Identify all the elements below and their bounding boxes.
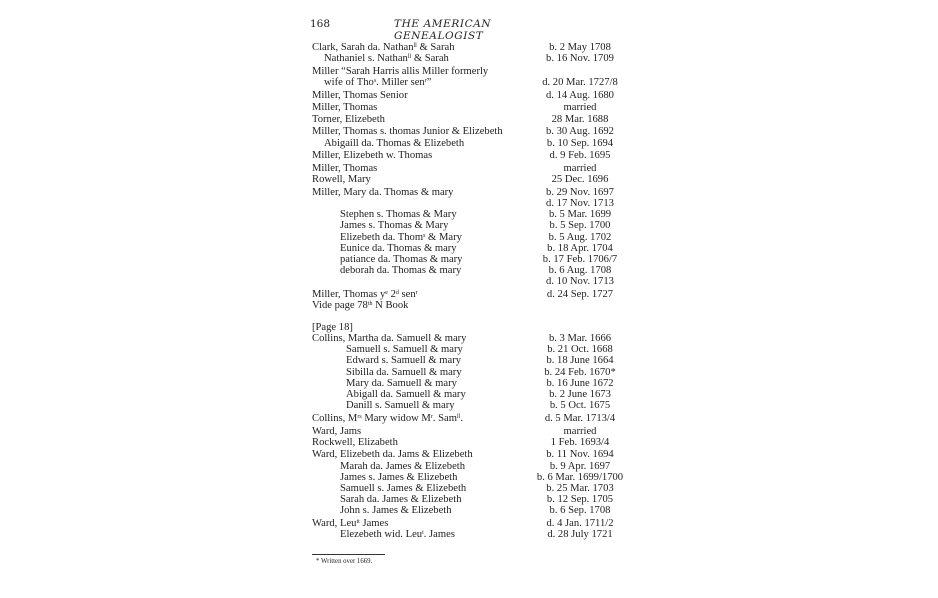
record-row bbox=[312, 461, 632, 472]
record-row bbox=[312, 220, 632, 231]
record-date: b. 6 Aug. 1708 bbox=[548, 265, 612, 277]
record-entry bbox=[312, 413, 632, 424]
record-date: b. 6 Mar. 1699/1700 bbox=[536, 471, 624, 483]
record-row bbox=[312, 102, 632, 113]
record-row bbox=[312, 187, 632, 198]
record-date: married bbox=[563, 162, 597, 174]
record-entry bbox=[312, 449, 632, 516]
record-name: Elizebeth da. Thom$^s$ & Mary bbox=[340, 231, 462, 243]
record-row bbox=[312, 243, 632, 254]
record-name: Rockwell, Elizabeth bbox=[312, 436, 398, 448]
record-date: b. 18 Apr. 1704 bbox=[547, 242, 613, 254]
record-date: b. 16 June 1672 bbox=[546, 377, 614, 389]
record-row bbox=[312, 77, 632, 88]
record-name: Miller, Thomas s. thomas Junior & Elizebeth bbox=[312, 126, 503, 138]
record-entry bbox=[312, 150, 632, 161]
record-name: Miller, Thomas $y^e$ 2$^d$ sen$^r$ bbox=[312, 288, 418, 300]
record-row bbox=[312, 505, 632, 516]
record-row bbox=[312, 126, 632, 137]
record-name: patiance da. Thomas & mary bbox=[340, 253, 463, 265]
record-row bbox=[312, 209, 632, 220]
record-row bbox=[312, 389, 632, 400]
record-row bbox=[312, 367, 632, 378]
footnote: * Written over 1669. bbox=[316, 558, 373, 565]
record-name: Ward, Elizebeth da. Jams & Elizebeth bbox=[312, 449, 473, 461]
record-entry bbox=[312, 90, 632, 101]
record-name: James s. Thomas & Mary bbox=[340, 220, 449, 232]
record-name: Elezebeth wid. Leu$^t$. James bbox=[340, 529, 455, 541]
section-gap bbox=[312, 313, 632, 322]
record-entry bbox=[312, 66, 632, 88]
record-row bbox=[312, 232, 632, 243]
record-entry bbox=[312, 426, 632, 448]
record-row bbox=[312, 138, 632, 149]
record-date: d. 28 July 1721 bbox=[547, 529, 613, 541]
record-row bbox=[312, 333, 632, 344]
record-name: Miller, Thomas bbox=[312, 102, 378, 114]
record-row bbox=[312, 90, 632, 101]
record-name: Torner, Elizebeth bbox=[312, 113, 385, 125]
record-row bbox=[312, 449, 632, 460]
record-name: Miller, Thomas bbox=[312, 162, 378, 174]
record-name: Rowell, Mary bbox=[312, 174, 371, 186]
record-row bbox=[312, 518, 632, 529]
record-entry bbox=[312, 187, 632, 288]
record-entry bbox=[312, 322, 632, 412]
record-date: b. 9 Apr. 1697 bbox=[549, 460, 611, 472]
record-name: Danill s. Samuell & mary bbox=[346, 400, 455, 412]
record-name: deborah da. Thomas & mary bbox=[340, 265, 462, 277]
record-row bbox=[312, 163, 632, 174]
record-name: Stephen s. Thomas & Mary bbox=[340, 209, 457, 221]
record-row bbox=[312, 355, 632, 366]
footnote-rule bbox=[312, 554, 385, 555]
record-date: b. 5 Aug. 1702 bbox=[548, 231, 612, 243]
record-row bbox=[312, 276, 632, 287]
record-date: 28 Mar. 1688 bbox=[551, 113, 609, 125]
record-date: d. 9 Feb. 1695 bbox=[549, 150, 611, 162]
record-name: Ward, Jams bbox=[312, 425, 362, 437]
record-date: d. 24 Sep. 1727 bbox=[546, 288, 614, 300]
record-name: Miller, Thomas Senior bbox=[312, 89, 408, 101]
record-entry bbox=[312, 126, 632, 148]
record-date: b. 3 Mar. 1666 bbox=[548, 333, 612, 344]
record-row bbox=[312, 529, 632, 540]
record-date: b. 25 Mar. 1703 bbox=[546, 482, 614, 494]
record-row bbox=[312, 198, 632, 209]
record-row bbox=[312, 494, 632, 505]
record-name: Samuell s. Samuell & mary bbox=[346, 344, 463, 356]
record-name: Miller, Mary da. Thomas & mary bbox=[312, 186, 454, 198]
record-row bbox=[312, 344, 632, 355]
record-date: b. 2 May 1708 bbox=[549, 42, 611, 53]
record-date: b. 5 Mar. 1699 bbox=[548, 209, 612, 221]
record-date: 25 Dec. 1696 bbox=[551, 174, 609, 186]
record-entry bbox=[312, 518, 632, 540]
record-name: Samuell s. James & Elizebeth bbox=[340, 482, 467, 494]
record-name: Eunice da. Thomas & mary bbox=[340, 242, 457, 254]
record-date: b. 2 June 1673 bbox=[549, 388, 611, 400]
record-date: d. 4 Jan. 1711/2 bbox=[546, 518, 614, 529]
record-row bbox=[312, 437, 632, 448]
record-name: Collins, $M^{rs}$ Mary widow $M^r$. Sam$^{ll}$. bbox=[312, 412, 463, 424]
record-date: married bbox=[563, 102, 597, 114]
record-name: John s. James & Elizebeth bbox=[340, 505, 452, 517]
record-date: b. 11 Nov. 1694 bbox=[546, 449, 614, 461]
record-date: d. 20 Mar. 1727/8 bbox=[542, 77, 618, 89]
record-name: Clark, Sarah da. Nathan$^{ll}$ & Sarah bbox=[312, 42, 455, 53]
record-name: Mary da. Samuell & mary bbox=[346, 377, 457, 389]
record-name: Sibilla da. Samuell & mary bbox=[346, 366, 462, 378]
record-row bbox=[312, 174, 632, 185]
record-row bbox=[312, 300, 632, 311]
record-name: Ward, Leu$^{tt}$ James bbox=[312, 518, 389, 529]
record-name: Miller, Elizebeth w. Thomas bbox=[312, 150, 433, 162]
record-name: Abigaill da. Thomas & Elizebeth bbox=[324, 137, 465, 149]
record-row bbox=[312, 322, 632, 333]
record-row bbox=[312, 400, 632, 411]
record-date: b. 30 Aug. 1692 bbox=[546, 126, 614, 138]
record-date: b. 5 Sep. 1700 bbox=[549, 220, 611, 232]
record-date: b. 10 Sep. 1694 bbox=[546, 137, 614, 149]
record-row bbox=[312, 413, 632, 424]
record-entry bbox=[312, 289, 632, 311]
record-date: b. 24 Feb. 1670* bbox=[544, 366, 616, 378]
page-number: 168 bbox=[310, 18, 331, 30]
record-date: b. 16 Nov. 1709 bbox=[546, 53, 614, 65]
record-row bbox=[312, 289, 632, 300]
record-name: James s. James & Elizebeth bbox=[340, 471, 458, 483]
record-row bbox=[312, 66, 632, 77]
record-name: Miller “Sarah Harris allis Miller formerly bbox=[312, 65, 489, 77]
record-row bbox=[312, 114, 632, 125]
record-list bbox=[312, 42, 632, 542]
record-date: b. 21 Oct. 1668 bbox=[547, 344, 613, 356]
record-row bbox=[312, 483, 632, 494]
record-name: Nathaniel s. Nathan$^{ll}$ & Sarah bbox=[324, 53, 449, 65]
record-date: b. 6 Sep. 1708 bbox=[549, 505, 611, 517]
record-date: 1 Feb. 1693/4 bbox=[550, 436, 610, 448]
record-date: d. 5 Mar. 1713/4 bbox=[544, 412, 616, 424]
record-name: [Page 18] bbox=[312, 321, 353, 333]
record-entry bbox=[312, 42, 632, 64]
record-date: b. 5 Oct. 1675 bbox=[549, 400, 611, 412]
record-entry bbox=[312, 102, 632, 124]
record-date: b. 12 Sep. 1705 bbox=[546, 494, 614, 506]
record-row bbox=[312, 53, 632, 64]
record-row bbox=[312, 472, 632, 483]
record-date: married bbox=[563, 425, 597, 437]
record-entry bbox=[312, 163, 632, 185]
record-name: wife of Tho$^s$. Miller sen$^r$” bbox=[324, 77, 432, 89]
record-row bbox=[312, 254, 632, 265]
record-name: Sarah da. James & Elizebeth bbox=[340, 494, 462, 506]
record-date: d. 17 Nov. 1713 bbox=[546, 197, 614, 209]
record-date: b. 29 Nov. 1697 bbox=[546, 186, 614, 198]
record-row bbox=[312, 378, 632, 389]
record-date: b. 18 June 1664 bbox=[546, 355, 614, 367]
record-name: Edward s. Samuell & mary bbox=[346, 355, 462, 367]
record-date: d. 10 Nov. 1713 bbox=[546, 276, 614, 288]
record-name: Abigall da. Samuell & mary bbox=[346, 388, 466, 400]
record-date: d. 14 Aug. 1680 bbox=[546, 89, 614, 101]
running-title: THE AMERICAN GENEALOGIST bbox=[394, 18, 492, 42]
record-row bbox=[312, 42, 632, 53]
record-row bbox=[312, 426, 632, 437]
record-row bbox=[312, 150, 632, 161]
record-name: Vide page 78th N Book bbox=[312, 300, 409, 312]
record-date: b. 17 Feb. 1706/7 bbox=[542, 253, 618, 265]
record-row bbox=[312, 265, 632, 276]
record-name: Collins, Martha da. Samuell & mary bbox=[312, 333, 467, 344]
record-name: Marah da. James & Elizebeth bbox=[340, 460, 466, 472]
